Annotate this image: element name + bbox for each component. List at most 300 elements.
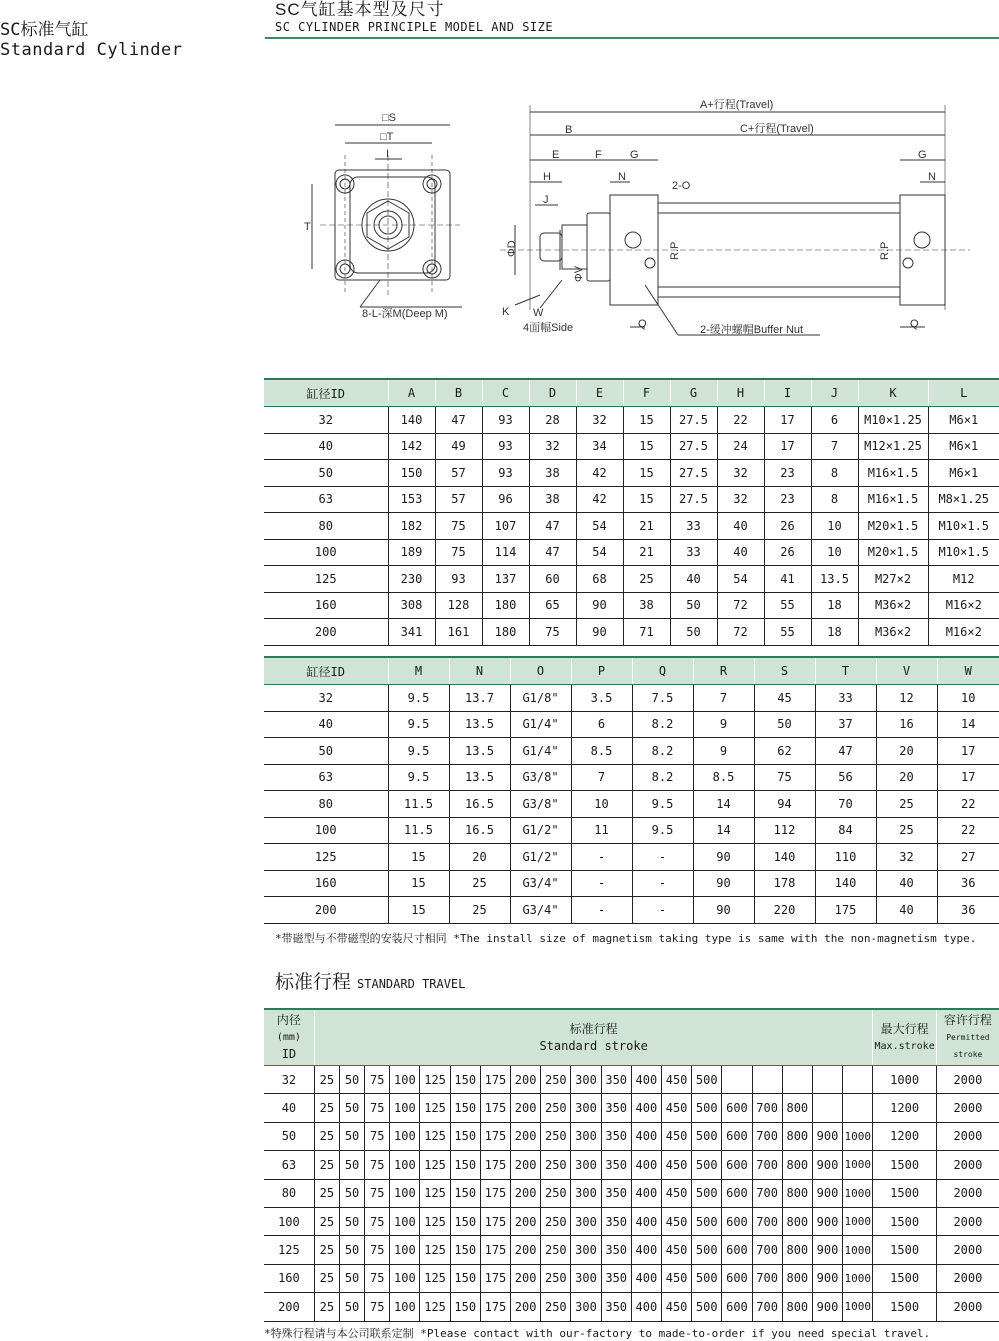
table-row (264, 844, 999, 871)
table-cell: 41 (764, 566, 811, 593)
table-cell: 17 (937, 738, 999, 765)
table-row (264, 791, 999, 818)
table-cell: 1500 (873, 1293, 936, 1321)
label-q2: Q (910, 318, 919, 330)
table-cell: 900 (812, 1179, 842, 1207)
table-cell: 1500 (873, 1264, 936, 1292)
table-cell: 125 (420, 1207, 450, 1235)
table-row (264, 513, 999, 540)
table-cell: 25 (876, 817, 937, 844)
table-cell: 350 (601, 1094, 631, 1122)
table-cell: 8.5 (571, 738, 632, 765)
travel-header-stroke (314, 1009, 873, 1066)
table-row (264, 870, 999, 897)
table-cell: 200 (511, 1207, 541, 1235)
table-cell: 22 (717, 407, 764, 434)
table-cell: 75 (365, 1207, 390, 1235)
table-cell: 13.7 (449, 685, 510, 712)
table-cell: 250 (541, 1207, 571, 1235)
table-cell: 60 (529, 566, 576, 593)
t1-header-c: C (482, 379, 529, 407)
table-cell: 450 (661, 1293, 691, 1321)
label-t: □T (380, 131, 394, 143)
table-cell: 14 (937, 711, 999, 738)
table-cell: 55 (764, 619, 811, 646)
table-cell: 300 (571, 1207, 601, 1235)
table-cell: 49 (435, 433, 482, 460)
t1-header-f: F (623, 379, 670, 407)
table-cell: 8.2 (632, 764, 693, 791)
table-cell: 8.2 (632, 738, 693, 765)
standard-travel-title-cn: 标准行程 (275, 972, 352, 993)
side-title (0, 20, 183, 60)
table-cell: 800 (782, 1236, 812, 1264)
table-cell: 14 (693, 791, 754, 818)
table-cell: 175 (480, 1066, 510, 1094)
table-cell: 250 (541, 1151, 571, 1179)
table-cell: 125 (420, 1094, 450, 1122)
table-cell: 15 (388, 870, 449, 897)
travel-header-max (873, 1009, 936, 1066)
table-cell: 700 (752, 1264, 782, 1292)
table-cell: 125 (420, 1179, 450, 1207)
table-cell: 40 (670, 566, 717, 593)
table-cell: 27.5 (670, 433, 717, 460)
table-cell: 63 (264, 764, 388, 791)
table-cell: 26 (764, 513, 811, 540)
table-cell (843, 1094, 873, 1122)
header-id-unit: (mm) (276, 1032, 301, 1043)
table-cell: 153 (388, 486, 435, 513)
table2-header-row (264, 657, 999, 685)
table-cell: G1/4" (510, 738, 571, 765)
header-stroke-en: Standard stroke (539, 1038, 648, 1053)
table-cell: 2000 (936, 1264, 999, 1292)
table-row (264, 1151, 999, 1179)
table-cell: 32 (264, 407, 388, 434)
table-cell: 50 (754, 711, 815, 738)
table-cell: 125 (420, 1264, 450, 1292)
table-cell: 400 (631, 1066, 661, 1094)
table-cell: 50 (339, 1151, 364, 1179)
standard-travel-table (264, 1008, 999, 1322)
table-cell: 9 (693, 711, 754, 738)
table-cell: 9 (693, 738, 754, 765)
table-cell: 75 (365, 1264, 390, 1292)
travel-table-body (264, 1066, 999, 1322)
table-cell: 114 (482, 539, 529, 566)
table-cell: 8.5 (693, 764, 754, 791)
table-cell: 175 (480, 1207, 510, 1235)
table-cell: 150 (450, 1236, 480, 1264)
table-row (264, 1264, 999, 1292)
t1-header-b: B (435, 379, 482, 407)
table-cell: 1000 (843, 1236, 873, 1264)
table-cell: 45 (754, 685, 815, 712)
label-a: A+行程(Travel) (700, 99, 774, 111)
table-cell: 300 (571, 1151, 601, 1179)
table-cell: 11.5 (388, 817, 449, 844)
table-cell: M20×1.5 (858, 513, 928, 540)
table-cell: 7.5 (632, 685, 693, 712)
table-cell: - (571, 897, 632, 924)
table-cell: 450 (661, 1236, 691, 1264)
table-cell: 250 (541, 1066, 571, 1094)
table-cell: 90 (693, 870, 754, 897)
table-cell: 18 (811, 619, 858, 646)
table-cell: 75 (529, 619, 576, 646)
table-cell: 25 (314, 1066, 339, 1094)
table-cell: 125 (420, 1066, 450, 1094)
table-row (264, 897, 999, 924)
table-cell: - (632, 844, 693, 871)
table-cell: 700 (752, 1293, 782, 1321)
table-cell: 175 (480, 1293, 510, 1321)
table-cell: 50 (339, 1094, 364, 1122)
table-cell: 350 (601, 1293, 631, 1321)
table-cell: 250 (541, 1293, 571, 1321)
t1-header-d: D (529, 379, 576, 407)
header-id-en: ID (281, 1047, 297, 1061)
table-cell: 100 (390, 1264, 420, 1292)
table-cell: 50 (670, 619, 717, 646)
table-cell: 72 (717, 592, 764, 619)
table-cell: 800 (782, 1264, 812, 1292)
table-cell: 7 (811, 433, 858, 460)
table-cell: 10 (811, 539, 858, 566)
table-cell: 100 (390, 1122, 420, 1150)
table-cell: 450 (661, 1094, 691, 1122)
table-cell: 150 (388, 460, 435, 487)
table-cell: 10 (937, 685, 999, 712)
table-row (264, 566, 999, 593)
table-cell: 450 (661, 1151, 691, 1179)
table-cell: 25 (876, 791, 937, 818)
table-cell: 10 (811, 513, 858, 540)
table-cell: 175 (480, 1122, 510, 1150)
table-cell: 160 (264, 1264, 314, 1292)
t1-header-k: K (858, 379, 928, 407)
table-cell: 1000 (843, 1264, 873, 1292)
table-cell: 24 (717, 433, 764, 460)
table-cell: 300 (571, 1236, 601, 1264)
table-cell: 38 (529, 460, 576, 487)
table-cell: 400 (631, 1151, 661, 1179)
table-row (264, 407, 999, 434)
table-cell: 17 (764, 433, 811, 460)
table-cell: 50 (339, 1293, 364, 1321)
table-cell: 15 (388, 844, 449, 871)
table-cell: 300 (571, 1066, 601, 1094)
table-cell: 34 (576, 433, 623, 460)
table-cell: 9.5 (388, 738, 449, 765)
table-cell: 350 (601, 1179, 631, 1207)
table-cell: 400 (631, 1236, 661, 1264)
table-cell: 160 (264, 870, 388, 897)
t2-header-v: V (876, 657, 937, 685)
table-cell: 110 (815, 844, 876, 871)
t1-header-h: H (717, 379, 764, 407)
table-cell: 700 (752, 1094, 782, 1122)
table-cell: 16.5 (449, 817, 510, 844)
table-row (264, 433, 999, 460)
table-cell: 900 (812, 1264, 842, 1292)
table-cell: 32 (529, 433, 576, 460)
table-cell: 700 (752, 1236, 782, 1264)
table-cell: 50 (264, 460, 388, 487)
table-cell: M10×1.25 (858, 407, 928, 434)
table-cell: 142 (388, 433, 435, 460)
table-cell (782, 1066, 812, 1094)
table-cell: 68 (576, 566, 623, 593)
table-cell: 150 (450, 1066, 480, 1094)
table-cell: 125 (420, 1122, 450, 1150)
table-cell: 47 (529, 539, 576, 566)
t2-header-w: W (937, 657, 999, 685)
table-cell: 500 (692, 1179, 722, 1207)
table-cell: - (632, 870, 693, 897)
table-cell: 400 (631, 1293, 661, 1321)
table-cell: 500 (692, 1151, 722, 1179)
table-cell: 100 (390, 1066, 420, 1094)
table-cell: 350 (601, 1151, 631, 1179)
table-cell: 25 (314, 1236, 339, 1264)
table-cell: 200 (511, 1094, 541, 1122)
table-cell: 1000 (843, 1122, 873, 1150)
table-cell: 9.5 (388, 764, 449, 791)
table-cell: 180 (482, 592, 529, 619)
table-cell: 13.5 (811, 566, 858, 593)
standard-travel-title (275, 967, 465, 994)
header-title-en: SC CYLINDER PRINCIPLE MODEL AND SIZE (275, 20, 554, 34)
table-cell: 70 (815, 791, 876, 818)
table-cell: 90 (576, 592, 623, 619)
table-cell: 75 (365, 1094, 390, 1122)
table-cell: 200 (511, 1179, 541, 1207)
table1-body (264, 407, 999, 646)
table-cell: 75 (754, 764, 815, 791)
table-cell: G1/2" (510, 844, 571, 871)
header-stroke-cn: 标准行程 (569, 1021, 618, 1036)
table-cell: 71 (623, 619, 670, 646)
table-cell: 25 (314, 1122, 339, 1150)
table-cell: 175 (480, 1094, 510, 1122)
table-cell: G3/4" (510, 897, 571, 924)
t2-header-p: P (571, 657, 632, 685)
table-cell: 40 (717, 513, 764, 540)
table-cell: 63 (264, 486, 388, 513)
table-cell: 150 (450, 1207, 480, 1235)
header-max-en: Max.stroke (874, 1040, 935, 1052)
table-cell: 400 (631, 1122, 661, 1150)
table-cell: M6×1 (928, 433, 999, 460)
label-q: Q (638, 318, 647, 330)
table-cell: 600 (722, 1179, 752, 1207)
table-cell: G3/4" (510, 870, 571, 897)
table-cell: 26 (764, 539, 811, 566)
label-phi-v: ΦV (573, 265, 585, 282)
table-row (264, 1179, 999, 1207)
dimension-table-2 (264, 656, 999, 924)
table-cell: 125 (264, 566, 388, 593)
table-cell: 15 (623, 407, 670, 434)
table-cell: 65 (529, 592, 576, 619)
table-cell: 75 (365, 1179, 390, 1207)
table-cell: 21 (623, 539, 670, 566)
table-cell: 50 (339, 1207, 364, 1235)
table-cell: 200 (511, 1236, 541, 1264)
label-w: W (533, 307, 544, 319)
label-i: I (386, 148, 390, 160)
table-cell: 32 (717, 486, 764, 513)
table-cell: 800 (782, 1179, 812, 1207)
label-s: □S (382, 112, 396, 124)
table-cell: 250 (541, 1122, 571, 1150)
table-cell: 22 (937, 791, 999, 818)
table-cell: 1200 (873, 1094, 936, 1122)
table-cell: 800 (782, 1207, 812, 1235)
table-cell: 178 (754, 870, 815, 897)
table-cell: 150 (450, 1293, 480, 1321)
table-cell: 16 (876, 711, 937, 738)
table-cell: 400 (631, 1264, 661, 1292)
table-cell: G3/8" (510, 764, 571, 791)
label-f: F (595, 149, 602, 161)
table-cell: 100 (264, 817, 388, 844)
table-cell: 900 (812, 1293, 842, 1321)
table-cell: 16.5 (449, 791, 510, 818)
table-cell: 2000 (936, 1179, 999, 1207)
table-cell: 600 (722, 1236, 752, 1264)
table-cell: 700 (752, 1151, 782, 1179)
table-cell: 25 (449, 897, 510, 924)
table-cell: 9.5 (388, 685, 449, 712)
table-cell: 7 (571, 764, 632, 791)
table-cell: 200 (264, 619, 388, 646)
table-cell: 42 (576, 486, 623, 513)
table-cell: 200 (264, 1293, 314, 1321)
table-cell: 350 (601, 1207, 631, 1235)
magnetism-note: *带磁型与不带磁型的安装尺寸相同 *The install size of magnetism taking type is same with the non-magnetism type. (275, 932, 977, 945)
table-cell: 800 (782, 1293, 812, 1321)
table-cell: 50 (339, 1236, 364, 1264)
table-cell: 38 (529, 486, 576, 513)
standard-travel-title-en: STANDARD TRAVEL (357, 977, 466, 991)
table-cell: 25 (623, 566, 670, 593)
header-rule (265, 37, 999, 39)
table-cell: 25 (314, 1293, 339, 1321)
table-cell: 200 (511, 1066, 541, 1094)
label-n2: N (928, 171, 936, 183)
table-cell: 150 (450, 1151, 480, 1179)
t1-header-l: L (928, 379, 999, 407)
table-cell: M6×1 (928, 407, 999, 434)
table-cell (752, 1066, 782, 1094)
header-id-cn: 内径 (276, 1013, 301, 1027)
table-cell: 40 (717, 539, 764, 566)
table-cell: 600 (722, 1264, 752, 1292)
table-cell: 450 (661, 1122, 691, 1150)
header-permitted-en: Permitted stroke (946, 1033, 990, 1059)
table-cell: 220 (754, 897, 815, 924)
table-cell: - (571, 844, 632, 871)
table-cell: 900 (812, 1122, 842, 1150)
table-cell: 40 (264, 1094, 314, 1122)
table-cell: 400 (631, 1094, 661, 1122)
table-row (264, 1207, 999, 1235)
table-cell: 700 (752, 1179, 782, 1207)
side-view (500, 105, 970, 335)
table-cell: 600 (722, 1122, 752, 1150)
table-cell: 50 (670, 592, 717, 619)
table-row (264, 738, 999, 765)
table-cell: 180 (482, 619, 529, 646)
table-cell: 100 (264, 539, 388, 566)
table-cell: M16×1.5 (858, 460, 928, 487)
label-rp2: R.P (879, 241, 891, 260)
table-cell: 25 (314, 1179, 339, 1207)
table-cell: 47 (529, 513, 576, 540)
label-g2: G (918, 149, 927, 161)
table-cell: 6 (571, 711, 632, 738)
table-cell: 63 (264, 1151, 314, 1179)
table-cell: 62 (754, 738, 815, 765)
table-cell: 47 (815, 738, 876, 765)
table-cell: 50 (339, 1066, 364, 1094)
table-cell: 54 (576, 539, 623, 566)
table-cell: 400 (631, 1179, 661, 1207)
side-title-cn: SC标准气缸 (0, 20, 89, 40)
table-cell: 800 (782, 1094, 812, 1122)
page-header (275, 0, 999, 34)
table-cell: 75 (365, 1066, 390, 1094)
travel-header-permitted (936, 1009, 999, 1066)
t2-header-n: N (449, 657, 510, 685)
table-cell: 14 (693, 817, 754, 844)
table-cell: 21 (623, 513, 670, 540)
table-cell: 57 (435, 486, 482, 513)
table-row (264, 1122, 999, 1150)
table-cell: 9.5 (388, 711, 449, 738)
table-cell: 80 (264, 791, 388, 818)
label-e: E (552, 149, 560, 161)
table-cell: 500 (692, 1122, 722, 1150)
table-cell: 27.5 (670, 486, 717, 513)
table-cell: 8 (811, 460, 858, 487)
table-cell: 33 (670, 539, 717, 566)
table-row (264, 460, 999, 487)
table-cell: - (571, 870, 632, 897)
table-cell: 75 (435, 513, 482, 540)
header-permitted-cn: 容许行程 (943, 1013, 992, 1027)
table-cell: 93 (435, 566, 482, 593)
table-cell: 1200 (873, 1122, 936, 1150)
table-cell: 100 (390, 1179, 420, 1207)
table-cell: 93 (482, 407, 529, 434)
table-cell: 250 (541, 1264, 571, 1292)
table-cell: 800 (782, 1151, 812, 1179)
table-cell: M27×2 (858, 566, 928, 593)
table-cell: 175 (480, 1179, 510, 1207)
table-cell: 54 (576, 513, 623, 540)
table-cell: 1500 (873, 1207, 936, 1235)
table-cell: 13.5 (449, 764, 510, 791)
t1-header-j: J (811, 379, 858, 407)
table-cell: M8×1.25 (928, 486, 999, 513)
table-cell: 900 (812, 1207, 842, 1235)
table-cell: 250 (541, 1179, 571, 1207)
table-cell: 128 (435, 592, 482, 619)
